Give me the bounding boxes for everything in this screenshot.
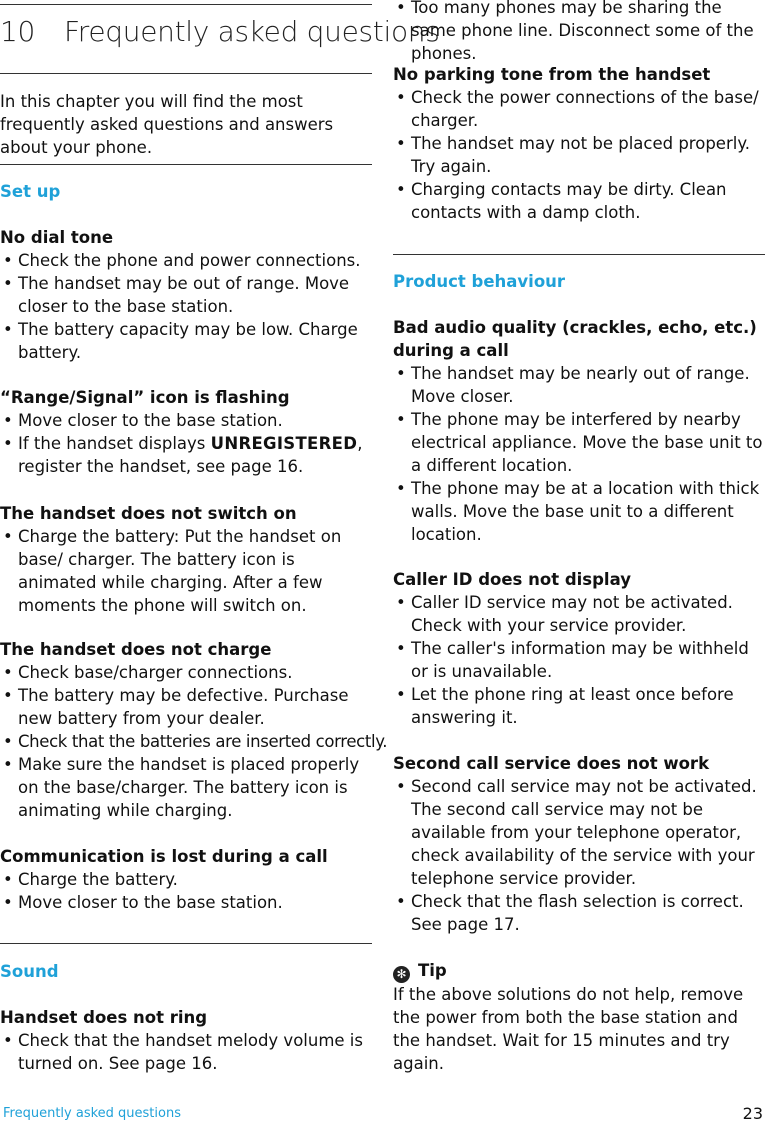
faq-answers [0, 1029, 372, 1075]
chapter-intro: In this chapter you will find the most frequently asked questions and answers about your phone. [0, 92, 334, 157]
faq-title: Bad audio quality (crackles, echo, etc.) during a call [393, 318, 757, 360]
faq-caller-id [393, 568, 765, 729]
chapter-number: 10 [0, 15, 36, 48]
list-item: • The handset may be out of range. Move closer to the base station. [0, 272, 372, 318]
faq-answers [0, 249, 372, 364]
list-item: • The handset may be nearly out of range. Move closer. [393, 362, 765, 408]
footer-section-name: Frequently asked questions [3, 1106, 181, 1121]
faq-no-parking-tone [393, 63, 765, 224]
list-item: • Charging contacts may be dirty. Clean contacts with a damp cloth. [393, 178, 765, 224]
section-divider [0, 164, 372, 165]
faq-title: Second call service does not work [393, 754, 710, 773]
faq-answers [0, 868, 372, 914]
faq-title: Caller ID does not display [393, 570, 631, 589]
section-divider [393, 254, 765, 255]
section-divider [0, 943, 372, 944]
list-item: • Let the phone ring at least once before answering it. [393, 683, 765, 729]
faq-no-ring-part2 [393, 0, 765, 65]
list-item: • Second call service may not be activated. The second call service may not be available from your telephone operator, check availability of the service with your telephone service provider. [393, 775, 765, 890]
list-item: • Check the phone and power connections. [0, 249, 372, 272]
faq-title: No dial tone [0, 228, 114, 247]
list-item: • The phone may be interfered by nearby electrical appliance. Move the base unit to a different location. [393, 408, 765, 477]
faq-no-charge [0, 638, 388, 822]
list-item: • Move closer to the base station. [0, 409, 372, 432]
list-item: • The battery may be defective. Purchase new battery from your dealer. [0, 684, 375, 730]
page-number: 23 [742, 1104, 763, 1123]
faq-second-call [393, 752, 765, 936]
list-item: • Check that the handset melody volume is turned on. See page 16. [0, 1029, 372, 1075]
list-item [0, 432, 372, 478]
list-item: • Check that the batteries are inserted correctly. [0, 730, 375, 753]
faq-title: The handset does not charge [0, 640, 272, 659]
list-item: • Check that the flash selection is correct. See page 17. [393, 890, 765, 936]
list-item: • The handset may not be placed properly. Try again. [393, 132, 765, 178]
text-fragment: If the handset displays [18, 434, 211, 453]
faq-range-signal [0, 386, 372, 478]
unregistered-label: UNREGISTERED [210, 434, 358, 453]
faq-answers [393, 591, 765, 729]
faq-no-ring-part1 [0, 1006, 372, 1075]
chapter-top-rule [0, 4, 372, 5]
list-item: • Make sure the handset is placed properly on the base/charger. The battery icon is animating while charging. [0, 753, 375, 822]
list-item: • Caller ID service may not be activated. Check with your service provider. [393, 591, 765, 637]
list-item: • Move closer to the base station. [0, 891, 372, 914]
list-item: • Check the power connections of the base/ charger. [393, 86, 765, 132]
faq-answers [0, 525, 372, 617]
list-item: • Check base/charger connections. [0, 661, 375, 684]
faq-no-switch-on [0, 502, 372, 617]
tip-label: Tip [418, 961, 447, 980]
faq-answers [0, 661, 388, 822]
faq-title: “Range/Signal” icon is flashing [0, 388, 290, 407]
faq-no-dial-tone [0, 226, 372, 364]
faq-answers [393, 86, 765, 224]
tip-icon: ✻ [393, 966, 410, 983]
list-item: • The battery capacity may be low. Charge battery. [0, 318, 372, 364]
faq-title: Handset does not ring [0, 1008, 208, 1027]
list-item: • Too many phones may be sharing the same phone line. Disconnect some of the phones. [393, 0, 765, 65]
tip-text: If the above solutions do not help, remove the power from both the base station and the handset. Wait for 15 minutes and try again. [393, 985, 744, 1073]
list-item: • Charge the battery: Put the handset on base/ charger. The battery icon is animated while charging. After a few moments the phone will switch on. [0, 525, 372, 617]
list-item: • Charge the battery. [0, 868, 372, 891]
section-title-product: Product behaviour [393, 272, 566, 291]
faq-title: Communication is lost during a call [0, 847, 328, 866]
faq-answers [393, 362, 765, 546]
faq-title: No parking tone from the handset [393, 65, 711, 84]
faq-answers [393, 775, 765, 936]
chapter-title: Frequently asked questions [64, 15, 440, 48]
list-item: • The caller's information may be withheld or is unavailable. [393, 637, 765, 683]
tip-heading [393, 959, 765, 983]
text-fragment: , register the handset, see page 16. [18, 434, 363, 476]
section-title-sound: Sound [0, 962, 59, 981]
faq-bad-audio [393, 316, 765, 546]
faq-title: The handset does not switch on [0, 504, 297, 523]
tip-box [393, 959, 765, 1075]
section-title-setup: Set up [0, 182, 61, 201]
faq-answers [0, 409, 372, 478]
chapter-bottom-rule [0, 73, 372, 74]
faq-comm-lost [0, 845, 372, 914]
list-item: • The phone may be at a location with thick walls. Move the base unit to a different location. [393, 477, 765, 546]
chapter-heading [0, 15, 440, 48]
